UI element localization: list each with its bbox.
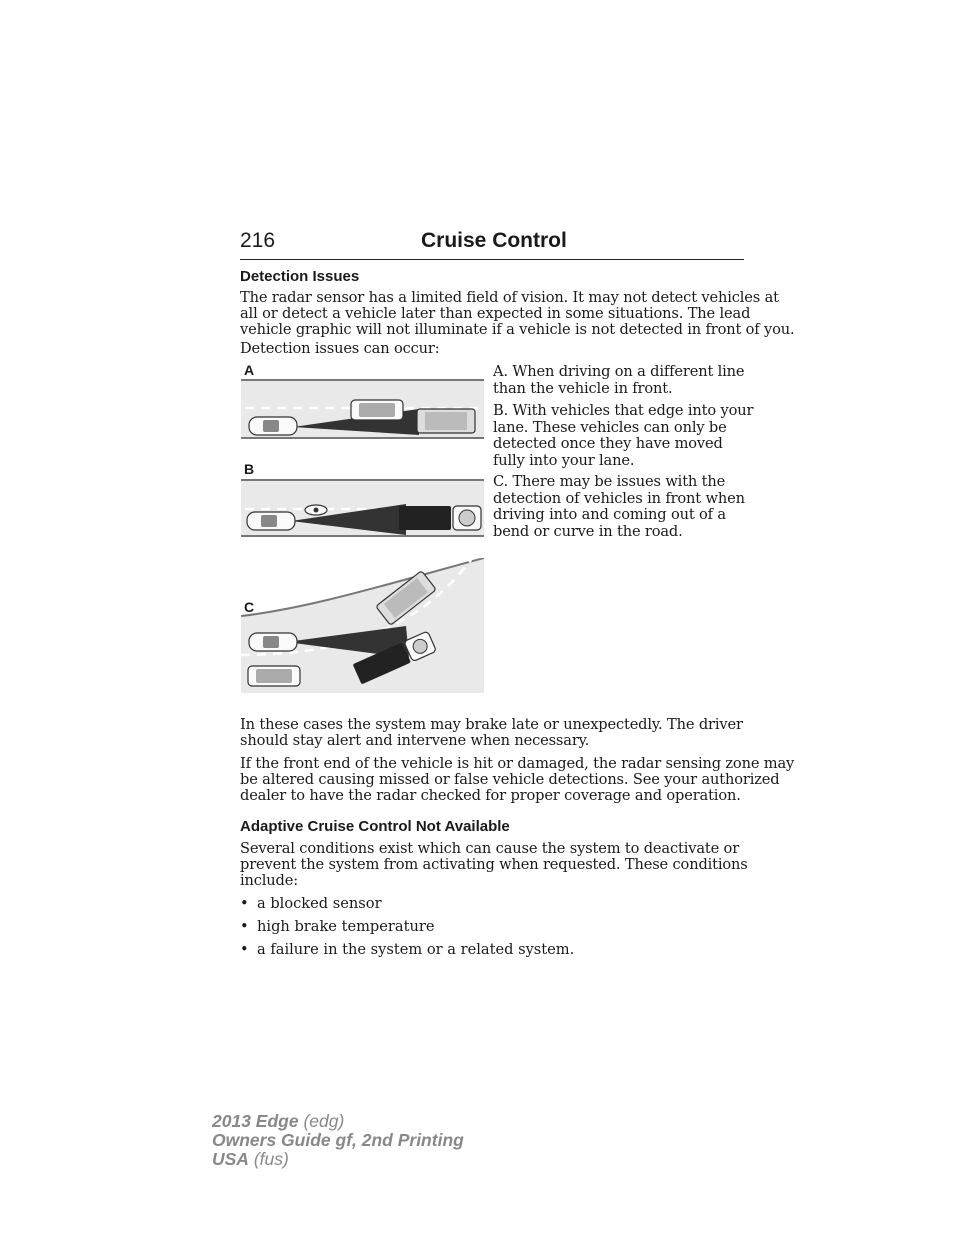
- figure-label-c: C: [244, 599, 255, 615]
- text-line: In these cases the system may brake late or unexpectedly. The driver: [240, 716, 743, 733]
- text-line: bend or curve in the road.: [493, 522, 683, 540]
- suv-a: [351, 400, 403, 420]
- footer-line-2: Owners Guide gf, 2nd Printing: [212, 1130, 464, 1150]
- text-line: driving into and coming out of a: [493, 506, 726, 523]
- text-line: If the front end of the vehicle is hit or damaged, the radar sensing zone may: [240, 755, 795, 772]
- page-header: [240, 229, 744, 260]
- section-heading-acc-not-available: Adaptive Cruise Control Not Available: [240, 818, 510, 835]
- text-line: prevent the system from activating when requested. These conditions: [240, 856, 748, 873]
- detection-issues-lead: Detection issues can occur:: [240, 340, 440, 357]
- text-line: Several conditions exist which can cause the system to deactivate or: [240, 840, 740, 857]
- motorcycle-b: [305, 505, 327, 515]
- caption-b: [493, 402, 754, 469]
- text-line: vehicle graphic will not illuminate if a vehicle is not detected in front of you.: [240, 321, 795, 338]
- conditions-paragraph: [240, 841, 746, 889]
- footer-line-3: USA (fus): [212, 1149, 289, 1169]
- chapter-title: Cruise Control: [421, 229, 567, 252]
- text-line: A. When driving on a different line: [493, 363, 745, 380]
- list-item-text: a failure in the system or a related system.: [257, 941, 575, 958]
- text-line: The radar sensor has a limited field of vision. It may not detect vehicles at: [240, 289, 779, 306]
- text-line: C. There may be issues with the: [493, 473, 726, 490]
- illustration-a-different-lane: [241, 379, 484, 439]
- list-item-text: high brake temperature: [257, 918, 435, 935]
- list-item: • a blocked sensor: [240, 895, 382, 912]
- text-line: lane. These vehicles can only be: [493, 418, 727, 436]
- text-line: be altered causing missed or false vehicle detections. See your authorized: [240, 771, 780, 788]
- truck-b: [399, 506, 481, 530]
- page-number: 216: [240, 229, 276, 252]
- text-line: detected once they have moved: [493, 435, 723, 452]
- figure-label-b: B: [244, 461, 255, 477]
- suv-c: [248, 666, 300, 686]
- text-line: dealer to have the radar checked for proper coverage and operation.: [240, 787, 741, 804]
- text-line: detection of vehicles in front when: [493, 489, 745, 507]
- caption-c: [493, 474, 751, 540]
- text-line: should stay alert and intervene when necessary.: [240, 732, 590, 749]
- list-item: • high brake temperature: [240, 918, 435, 935]
- text-line: fully into your lane.: [493, 451, 635, 469]
- detection-intro-paragraph: [240, 289, 795, 338]
- section-heading-detection-issues: Detection Issues: [240, 268, 360, 285]
- page-footer: [212, 1112, 464, 1169]
- list-item-text: a blocked sensor: [257, 895, 382, 912]
- footer-line-1: 2013 Edge (edg): [212, 1111, 345, 1131]
- lead-car-b: [247, 512, 295, 530]
- lead-car-a: [249, 417, 297, 435]
- van-a: [417, 409, 475, 433]
- figure-label-a: A: [244, 362, 255, 378]
- text-line: B. With vehicles that edge into your: [493, 402, 754, 419]
- caption-a: [493, 364, 751, 397]
- text-line: all or detect a vehicle later than expected in some situations. The lead: [240, 305, 751, 322]
- front-end-damage-paragraph: [240, 755, 795, 804]
- lead-car-c: [249, 633, 297, 651]
- text-line: include:: [240, 872, 299, 889]
- list-item: • a failure in the system or a related system.: [240, 941, 575, 958]
- illustration-b-lane-change: [241, 479, 484, 537]
- text-line: than the vehicle in front.: [493, 379, 673, 397]
- brake-late-paragraph: [240, 717, 746, 749]
- illustration-c-curve: [241, 558, 484, 693]
